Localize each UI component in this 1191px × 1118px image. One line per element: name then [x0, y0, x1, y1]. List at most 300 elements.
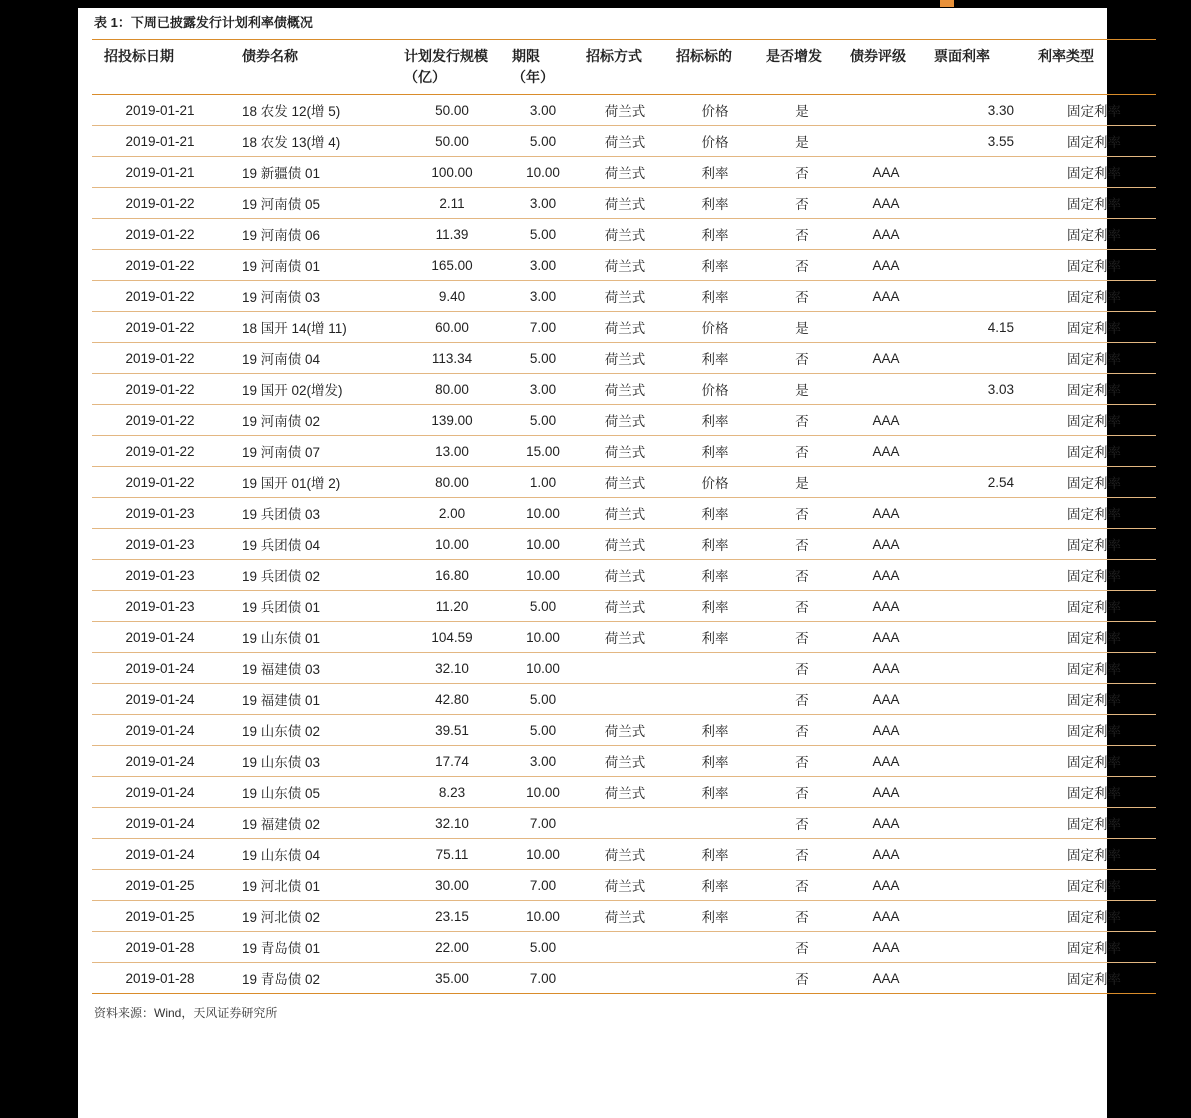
cell-bid-target: 利率	[670, 901, 760, 932]
cell-bid-method: 荷兰式	[580, 219, 670, 250]
cell-planned-scale: 75.11	[398, 839, 506, 870]
cell-rating: AAA	[844, 839, 928, 870]
cell-bid-method: 荷兰式	[580, 95, 670, 126]
cell-planned-scale: 165.00	[398, 250, 506, 281]
cell-rating: AAA	[844, 870, 928, 901]
cell-bid-target: 利率	[670, 746, 760, 777]
cell-is-addon: 否	[760, 684, 844, 715]
cell-date: 2019-01-22	[92, 467, 228, 498]
cell-coupon-rate	[928, 653, 1032, 684]
cell-bid-target	[670, 684, 760, 715]
cell-term: 3.00	[506, 250, 580, 281]
cell-term: 7.00	[506, 312, 580, 343]
cell-bid-target: 价格	[670, 312, 760, 343]
cell-is-addon: 否	[760, 188, 844, 219]
cell-bid-target: 利率	[670, 591, 760, 622]
cell-is-addon: 否	[760, 932, 844, 963]
cell-date: 2019-01-25	[92, 870, 228, 901]
cell-date: 2019-01-23	[92, 498, 228, 529]
cell-planned-scale: 8.23	[398, 777, 506, 808]
cell-rating	[844, 467, 928, 498]
cell-planned-scale: 104.59	[398, 622, 506, 653]
accent-marker	[940, 0, 954, 7]
cell-coupon-rate	[928, 932, 1032, 963]
cell-bid-target: 利率	[670, 157, 760, 188]
cell-bid-method: 荷兰式	[580, 312, 670, 343]
cell-planned-scale: 2.11	[398, 188, 506, 219]
cell-coupon-rate	[928, 746, 1032, 777]
cell-is-addon: 否	[760, 746, 844, 777]
cell-bid-method: 荷兰式	[580, 622, 670, 653]
table-row	[92, 281, 1156, 312]
cell-term: 7.00	[506, 808, 580, 839]
cell-coupon-rate	[928, 343, 1032, 374]
cell-coupon-rate	[928, 250, 1032, 281]
cell-planned-scale: 30.00	[398, 870, 506, 901]
cell-term: 7.00	[506, 963, 580, 994]
table-row	[92, 622, 1156, 653]
cell-date: 2019-01-21	[92, 126, 228, 157]
cell-term: 3.00	[506, 95, 580, 126]
cell-planned-scale: 32.10	[398, 808, 506, 839]
table-row	[92, 777, 1156, 808]
cell-bid-method: 荷兰式	[580, 436, 670, 467]
cell-bid-method: 荷兰式	[580, 870, 670, 901]
cell-is-addon: 否	[760, 343, 844, 374]
cell-coupon-rate	[928, 808, 1032, 839]
table-row	[92, 188, 1156, 219]
cell-planned-scale: 23.15	[398, 901, 506, 932]
cell-date: 2019-01-28	[92, 963, 228, 994]
column-header-method: 招标方式	[580, 40, 670, 95]
cell-bond-name: 19 河南债 03	[228, 281, 398, 312]
cell-is-addon: 是	[760, 95, 844, 126]
cell-rating: AAA	[844, 901, 928, 932]
cell-term: 10.00	[506, 622, 580, 653]
cell-bid-target: 利率	[670, 498, 760, 529]
cell-bid-method	[580, 684, 670, 715]
cell-bid-target: 利率	[670, 219, 760, 250]
cell-rate-type: 固定利率	[1032, 188, 1156, 219]
cell-rating: AAA	[844, 436, 928, 467]
cell-rating: AAA	[844, 498, 928, 529]
cell-bid-target: 利率	[670, 188, 760, 219]
cell-term: 5.00	[506, 684, 580, 715]
cell-rating: AAA	[844, 808, 928, 839]
cell-is-addon: 否	[760, 498, 844, 529]
cell-bid-target	[670, 653, 760, 684]
cell-term: 5.00	[506, 126, 580, 157]
cell-bond-name: 19 福建债 03	[228, 653, 398, 684]
cell-coupon-rate	[928, 901, 1032, 932]
cell-date: 2019-01-22	[92, 436, 228, 467]
table-row	[92, 932, 1156, 963]
column-header-date: 招投标日期	[92, 40, 228, 95]
cell-coupon-rate	[928, 591, 1032, 622]
cell-coupon-rate	[928, 777, 1032, 808]
cell-planned-scale: 35.00	[398, 963, 506, 994]
cell-bid-method: 荷兰式	[580, 188, 670, 219]
cell-rate-type: 固定利率	[1032, 963, 1156, 994]
cell-term: 10.00	[506, 777, 580, 808]
cell-bond-name: 19 青岛债 02	[228, 963, 398, 994]
cell-date: 2019-01-21	[92, 95, 228, 126]
table-row	[92, 498, 1156, 529]
cell-term: 5.00	[506, 591, 580, 622]
cell-coupon-rate	[928, 219, 1032, 250]
cell-bid-method: 荷兰式	[580, 560, 670, 591]
cell-bid-method: 荷兰式	[580, 777, 670, 808]
cell-bid-method: 荷兰式	[580, 529, 670, 560]
cell-term: 10.00	[506, 653, 580, 684]
cell-rating: AAA	[844, 529, 928, 560]
cell-term: 10.00	[506, 839, 580, 870]
cell-term: 5.00	[506, 219, 580, 250]
cell-bid-target	[670, 963, 760, 994]
cell-bid-method: 荷兰式	[580, 715, 670, 746]
cell-planned-scale: 50.00	[398, 95, 506, 126]
cell-bid-method: 荷兰式	[580, 498, 670, 529]
table-row	[92, 405, 1156, 436]
cell-is-addon: 是	[760, 312, 844, 343]
cell-term: 5.00	[506, 715, 580, 746]
cell-coupon-rate: 3.30	[928, 95, 1032, 126]
cell-bid-method: 荷兰式	[580, 839, 670, 870]
cell-bond-name: 19 国开 01(增 2)	[228, 467, 398, 498]
table-row	[92, 870, 1156, 901]
cell-planned-scale: 50.00	[398, 126, 506, 157]
cell-term: 10.00	[506, 529, 580, 560]
cell-date: 2019-01-22	[92, 343, 228, 374]
cell-date: 2019-01-22	[92, 312, 228, 343]
cell-is-addon: 否	[760, 219, 844, 250]
cell-date: 2019-01-24	[92, 622, 228, 653]
cell-rating: AAA	[844, 932, 928, 963]
cell-bond-name: 19 福建债 01	[228, 684, 398, 715]
cell-bid-target: 价格	[670, 126, 760, 157]
cell-rate-type: 固定利率	[1032, 684, 1156, 715]
table-row	[92, 715, 1156, 746]
cell-term: 3.00	[506, 188, 580, 219]
cell-rate-type: 固定利率	[1032, 95, 1156, 126]
column-header-addon: 是否增发	[760, 40, 844, 95]
cell-rate-type: 固定利率	[1032, 839, 1156, 870]
cell-bid-method: 荷兰式	[580, 591, 670, 622]
cell-bond-name: 19 新疆债 01	[228, 157, 398, 188]
cell-is-addon: 是	[760, 126, 844, 157]
cell-date: 2019-01-23	[92, 591, 228, 622]
column-header-name: 债券名称	[228, 40, 398, 95]
cell-bond-name: 19 山东债 02	[228, 715, 398, 746]
cell-date: 2019-01-23	[92, 529, 228, 560]
column-header-rating: 债券评级	[844, 40, 928, 95]
cell-is-addon: 否	[760, 250, 844, 281]
table-content-area	[78, 8, 1121, 1021]
cell-is-addon: 否	[760, 870, 844, 901]
cell-rate-type: 固定利率	[1032, 250, 1156, 281]
cell-coupon-rate	[928, 529, 1032, 560]
cell-is-addon: 否	[760, 653, 844, 684]
cell-rating: AAA	[844, 746, 928, 777]
table-row	[92, 808, 1156, 839]
cell-date: 2019-01-24	[92, 777, 228, 808]
cell-date: 2019-01-22	[92, 250, 228, 281]
cell-coupon-rate	[928, 963, 1032, 994]
cell-date: 2019-01-24	[92, 808, 228, 839]
cell-bond-name: 19 河北债 02	[228, 901, 398, 932]
column-header-scale: 计划发行规模（亿）	[398, 40, 506, 95]
cell-planned-scale: 100.00	[398, 157, 506, 188]
cell-bid-method	[580, 932, 670, 963]
cell-bid-target: 价格	[670, 95, 760, 126]
cell-bond-name: 19 河南债 06	[228, 219, 398, 250]
cell-rate-type: 固定利率	[1032, 901, 1156, 932]
cell-bid-method: 荷兰式	[580, 405, 670, 436]
cell-is-addon: 否	[760, 281, 844, 312]
cell-is-addon: 否	[760, 839, 844, 870]
cell-date: 2019-01-22	[92, 219, 228, 250]
cell-bond-name: 19 兵团债 04	[228, 529, 398, 560]
cell-term: 10.00	[506, 560, 580, 591]
table-row	[92, 343, 1156, 374]
cell-bid-method: 荷兰式	[580, 746, 670, 777]
cell-planned-scale: 32.10	[398, 653, 506, 684]
cell-term: 10.00	[506, 498, 580, 529]
cell-bid-method: 荷兰式	[580, 157, 670, 188]
cell-is-addon: 否	[760, 622, 844, 653]
cell-rate-type: 固定利率	[1032, 529, 1156, 560]
table-row	[92, 591, 1156, 622]
cell-date: 2019-01-23	[92, 560, 228, 591]
cell-term: 7.00	[506, 870, 580, 901]
cell-rate-type: 固定利率	[1032, 808, 1156, 839]
cell-planned-scale: 17.74	[398, 746, 506, 777]
table-row	[92, 126, 1156, 157]
cell-rating: AAA	[844, 157, 928, 188]
cell-planned-scale: 16.80	[398, 560, 506, 591]
cell-rate-type: 固定利率	[1032, 777, 1156, 808]
cell-rate-type: 固定利率	[1032, 560, 1156, 591]
table-caption: 表 1：下周已披露发行计划利率债概况	[94, 15, 313, 30]
table-body	[92, 95, 1156, 994]
cell-coupon-rate: 3.55	[928, 126, 1032, 157]
cell-coupon-rate	[928, 870, 1032, 901]
cell-bid-target: 利率	[670, 715, 760, 746]
cell-coupon-rate	[928, 498, 1032, 529]
cell-date: 2019-01-24	[92, 653, 228, 684]
cell-bid-method: 荷兰式	[580, 250, 670, 281]
cell-rate-type: 固定利率	[1032, 374, 1156, 405]
cell-planned-scale: 139.00	[398, 405, 506, 436]
cell-bond-name: 19 山东债 01	[228, 622, 398, 653]
cell-bid-target: 利率	[670, 405, 760, 436]
table-header-row	[92, 40, 1156, 95]
cell-is-addon: 是	[760, 374, 844, 405]
cell-term: 1.00	[506, 467, 580, 498]
table-row	[92, 157, 1156, 188]
cell-bond-name: 18 农发 13(增 4)	[228, 126, 398, 157]
cell-rate-type: 固定利率	[1032, 343, 1156, 374]
cell-bid-target: 利率	[670, 622, 760, 653]
table-row	[92, 374, 1156, 405]
cell-is-addon: 否	[760, 963, 844, 994]
cell-coupon-rate	[928, 405, 1032, 436]
cell-rating: AAA	[844, 343, 928, 374]
cell-date: 2019-01-22	[92, 405, 228, 436]
cell-rate-type: 固定利率	[1032, 467, 1156, 498]
cell-coupon-rate	[928, 436, 1032, 467]
cell-coupon-rate: 4.15	[928, 312, 1032, 343]
cell-bid-method: 荷兰式	[580, 126, 670, 157]
cell-planned-scale: 11.39	[398, 219, 506, 250]
cell-term: 5.00	[506, 405, 580, 436]
page-left-margin-band	[0, 0, 78, 1118]
table-row	[92, 250, 1156, 281]
cell-date: 2019-01-24	[92, 715, 228, 746]
column-header-coupon: 票面利率	[928, 40, 1032, 95]
cell-rate-type: 固定利率	[1032, 436, 1156, 467]
cell-rating	[844, 312, 928, 343]
cell-bid-method: 荷兰式	[580, 281, 670, 312]
table-row	[92, 963, 1156, 994]
cell-bond-name: 19 兵团债 01	[228, 591, 398, 622]
cell-bid-target: 价格	[670, 467, 760, 498]
cell-planned-scale: 42.80	[398, 684, 506, 715]
cell-planned-scale: 60.00	[398, 312, 506, 343]
page-top-band	[0, 0, 1191, 8]
cell-bid-target: 利率	[670, 870, 760, 901]
cell-coupon-rate	[928, 684, 1032, 715]
cell-bond-name: 19 河南债 04	[228, 343, 398, 374]
cell-rate-type: 固定利率	[1032, 312, 1156, 343]
cell-is-addon: 否	[760, 405, 844, 436]
cell-planned-scale: 2.00	[398, 498, 506, 529]
cell-date: 2019-01-21	[92, 157, 228, 188]
cell-bid-method: 荷兰式	[580, 343, 670, 374]
cell-bond-name: 19 青岛债 01	[228, 932, 398, 963]
cell-planned-scale: 80.00	[398, 374, 506, 405]
cell-bid-method: 荷兰式	[580, 901, 670, 932]
cell-coupon-rate	[928, 622, 1032, 653]
cell-is-addon: 否	[760, 901, 844, 932]
cell-rating: AAA	[844, 684, 928, 715]
cell-is-addon: 否	[760, 808, 844, 839]
cell-planned-scale: 10.00	[398, 529, 506, 560]
cell-coupon-rate	[928, 715, 1032, 746]
cell-date: 2019-01-24	[92, 839, 228, 870]
cell-planned-scale: 39.51	[398, 715, 506, 746]
cell-planned-scale: 80.00	[398, 467, 506, 498]
cell-rate-type: 固定利率	[1032, 126, 1156, 157]
cell-rate-type: 固定利率	[1032, 405, 1156, 436]
table-row	[92, 653, 1156, 684]
cell-bid-target	[670, 932, 760, 963]
cell-planned-scale: 13.00	[398, 436, 506, 467]
cell-bond-name: 19 河南债 01	[228, 250, 398, 281]
cell-is-addon: 是	[760, 467, 844, 498]
cell-term: 15.00	[506, 436, 580, 467]
cell-term: 3.00	[506, 374, 580, 405]
table-row	[92, 746, 1156, 777]
table-header	[92, 40, 1156, 95]
cell-is-addon: 否	[760, 436, 844, 467]
cell-rating: AAA	[844, 715, 928, 746]
cell-planned-scale: 113.34	[398, 343, 506, 374]
cell-bid-target: 利率	[670, 281, 760, 312]
cell-bid-target: 利率	[670, 250, 760, 281]
cell-rating: AAA	[844, 250, 928, 281]
cell-rating	[844, 95, 928, 126]
cell-bid-target: 利率	[670, 560, 760, 591]
cell-rate-type: 固定利率	[1032, 157, 1156, 188]
table-row	[92, 560, 1156, 591]
column-header-term: 期限（年）	[506, 40, 580, 95]
cell-date: 2019-01-22	[92, 281, 228, 312]
cell-bid-target: 利率	[670, 529, 760, 560]
cell-bid-target: 利率	[670, 777, 760, 808]
cell-is-addon: 否	[760, 715, 844, 746]
cell-bid-target: 利率	[670, 436, 760, 467]
cell-bid-method	[580, 808, 670, 839]
cell-is-addon: 否	[760, 529, 844, 560]
table-row	[92, 684, 1156, 715]
cell-rating: AAA	[844, 777, 928, 808]
cell-date: 2019-01-25	[92, 901, 228, 932]
cell-bond-name: 19 山东债 03	[228, 746, 398, 777]
cell-bond-name: 19 福建债 02	[228, 808, 398, 839]
table-row	[92, 529, 1156, 560]
cell-coupon-rate	[928, 188, 1032, 219]
table-row	[92, 312, 1156, 343]
cell-term: 10.00	[506, 157, 580, 188]
cell-rating: AAA	[844, 963, 928, 994]
cell-rating: AAA	[844, 622, 928, 653]
cell-bond-name: 18 国开 14(增 11)	[228, 312, 398, 343]
cell-bond-name: 19 国开 02(增发)	[228, 374, 398, 405]
cell-term: 5.00	[506, 932, 580, 963]
cell-bond-name: 19 河南债 07	[228, 436, 398, 467]
cell-rating: AAA	[844, 560, 928, 591]
cell-bond-name: 19 山东债 05	[228, 777, 398, 808]
cell-date: 2019-01-24	[92, 746, 228, 777]
table-source-note: 资料来源：Wind，天风证券研究所	[94, 1006, 278, 1020]
cell-bid-method	[580, 963, 670, 994]
table-row	[92, 467, 1156, 498]
cell-rating: AAA	[844, 591, 928, 622]
cell-term: 3.00	[506, 746, 580, 777]
cell-bond-name: 18 农发 12(增 5)	[228, 95, 398, 126]
cell-rating	[844, 374, 928, 405]
cell-rate-type: 固定利率	[1032, 715, 1156, 746]
cell-rating	[844, 126, 928, 157]
cell-is-addon: 否	[760, 157, 844, 188]
cell-bond-name: 19 山东债 04	[228, 839, 398, 870]
cell-coupon-rate	[928, 281, 1032, 312]
cell-term: 5.00	[506, 343, 580, 374]
cell-bid-target: 利率	[670, 343, 760, 374]
cell-planned-scale: 22.00	[398, 932, 506, 963]
cell-planned-scale: 11.20	[398, 591, 506, 622]
cell-rate-type: 固定利率	[1032, 591, 1156, 622]
cell-bid-target: 价格	[670, 374, 760, 405]
cell-is-addon: 否	[760, 777, 844, 808]
cell-bond-name: 19 兵团债 02	[228, 560, 398, 591]
cell-date: 2019-01-28	[92, 932, 228, 963]
cell-rating: AAA	[844, 281, 928, 312]
cell-rate-type: 固定利率	[1032, 746, 1156, 777]
cell-date: 2019-01-22	[92, 188, 228, 219]
cell-coupon-rate: 2.54	[928, 467, 1032, 498]
